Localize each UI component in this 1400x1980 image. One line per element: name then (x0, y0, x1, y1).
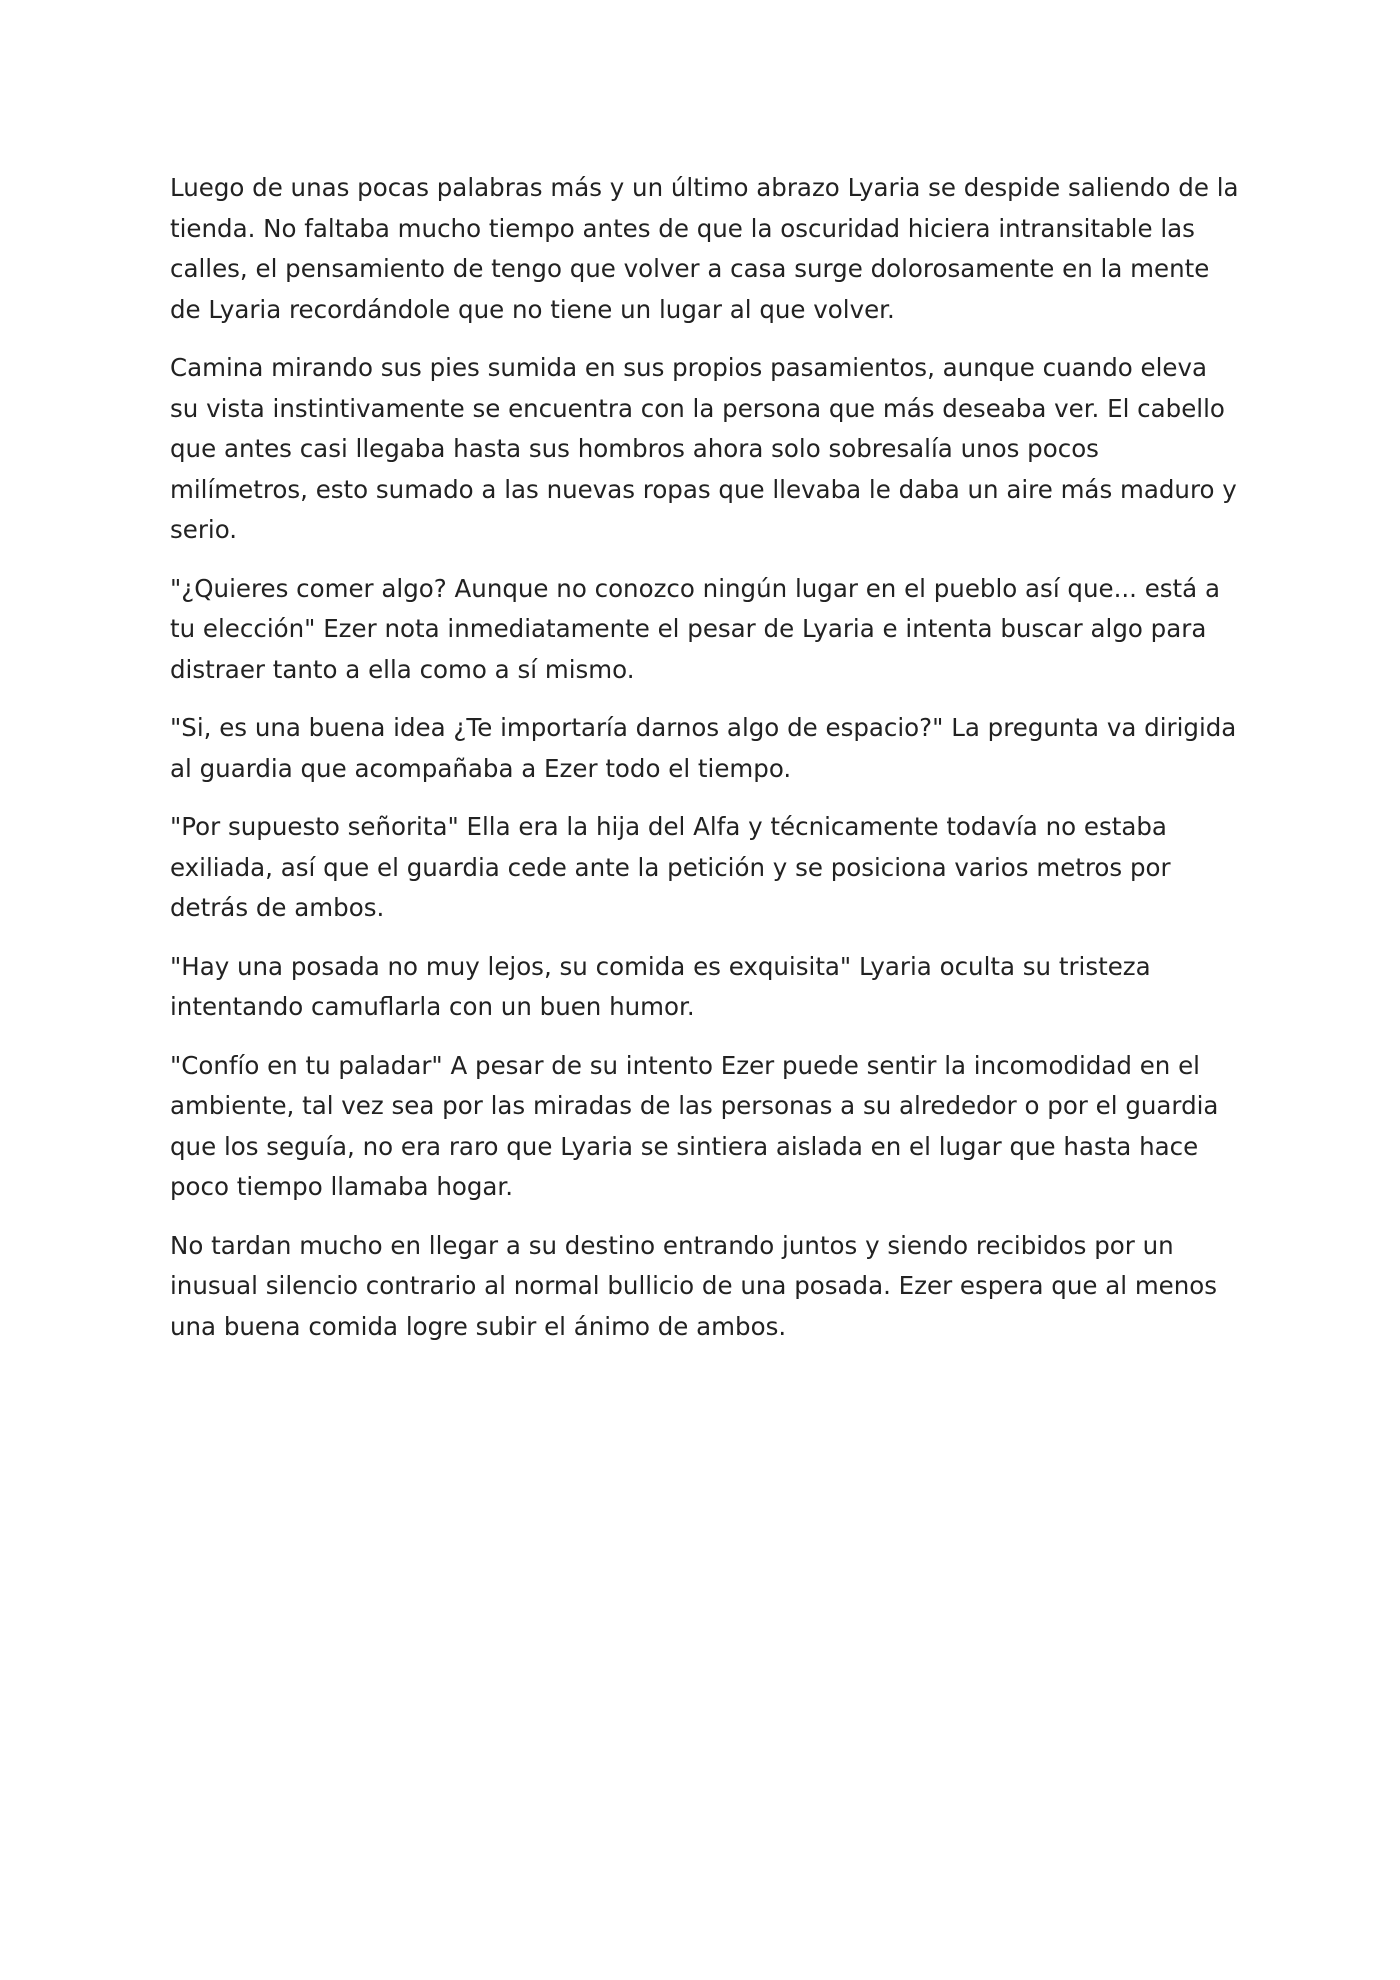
paragraph: "Por supuesto señorita" Ella era la hija del Alfa y técnicamente todavía no estaba exiliada, así que el guardia cede ante la petición y se posiciona varios metros por detrás de ambos. (170, 812, 1171, 922)
paragraph: No tardan mucho en llegar a su destino entrando juntos y siendo recibidos por un inusual silencio contrario al normal bullicio de una posada. Ezer espera que al menos una buena comida logre subir el ánimo de ambos. (170, 1230, 1218, 1341)
paragraph: "Confío en tu paladar" A pesar de su intento Ezer puede sentir la incomodidad en el ambiente, tal vez sea por las miradas de las personas a su alrededor o por el guardia que los seguía, no era raro que Lyaria se sintiera aislada en el lugar que hasta hace poco tiempo llamaba hogar. (170, 1050, 1219, 1201)
paragraph: "Hay una posada no muy lejos, su comida es exquisita" Lyaria oculta su tristeza intentando camuflarla con un buen humor. (170, 951, 1151, 1021)
paragraph: "Si, es una buena idea ¿Te importaría darnos algo de espacio?" La pregunta va dirigida al guardia que acompañaba a Ezer todo el tiempo. (170, 713, 1237, 783)
document-body (170, 168, 1240, 1365)
paragraph: "¿Quieres comer algo? Aunque no conozco ningún lugar en el pueblo así que... está a tu elección" Ezer nota inmediatamente el pesar de Lyaria e intenta buscar algo para distraer tanto a ella como a sí mismo. (170, 573, 1220, 684)
paragraph: Luego de unas pocas palabras más y un último abrazo Lyaria se despide saliendo de la tienda. No faltaba mucho tiempo antes de que la oscuridad hiciera intransitable las calles, el pensamiento de tengo que volver a casa surge dolorosamente en la mente de Lyaria recordándole que no tiene un lugar al que volver. (170, 173, 1239, 324)
paragraph: Camina mirando sus pies sumida en sus propios pasamientos, aunque cuando eleva su vista instintivamente se encuentra con la persona que más deseaba ver. El cabello que antes casi llegaba hasta sus hombros ahora solo sobresalía unos pocos milímetros, esto sumado a las nuevas ropas que llevaba le daba un aire más maduro y serio. (170, 353, 1237, 544)
